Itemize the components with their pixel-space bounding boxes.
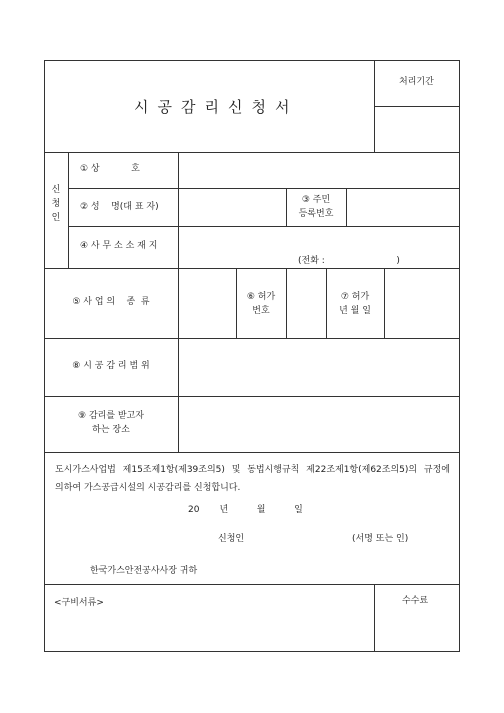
form-title: 시공감리신청서 xyxy=(134,98,299,116)
rule-processing-mid xyxy=(374,106,460,107)
business-type-label: ⑤ 사 업 의 종 류 xyxy=(72,297,150,307)
business-name-label: ① 상 호 xyxy=(80,164,140,174)
name-label: ② 성 명(대 표 자) xyxy=(80,202,159,212)
rule-row1 xyxy=(68,188,460,189)
attachments-label: <구비서류> xyxy=(54,598,104,608)
rule-processing-left xyxy=(374,60,375,152)
permit-date-label: ⑦ 허가 년 월 일 xyxy=(339,292,371,316)
resident-id-label: ③ 주민 등록번호 xyxy=(298,195,334,219)
rule-permit-date-right xyxy=(384,268,385,338)
rule-row2 xyxy=(68,226,460,227)
rule-fee-left xyxy=(374,584,375,652)
recipient-line: 한국가스안전공사사장 귀하 xyxy=(90,566,198,576)
rule-business-bottom xyxy=(44,338,460,339)
rule-statement-bottom xyxy=(44,584,460,585)
processing-period-label: 처리기간 xyxy=(399,77,434,87)
application-form-frame xyxy=(44,60,460,652)
application-statement: 도시가스사업법 제15조제1항(제39조의5) 및 동법시행규칙 제22조제1항(제62조의5)의 규정에 의하여 가스공급시설의 시공감리를 신청합니다. xyxy=(55,465,450,493)
applicant-side-label: 신 청 인 xyxy=(51,185,61,223)
rule-id-right xyxy=(346,188,347,226)
rule-applicant-side xyxy=(68,152,69,268)
supervision-place-label: ⑨ 감리를 받고자 하는 장소 xyxy=(78,411,144,435)
signature-label: (서명 또는 인) xyxy=(352,534,409,544)
supervision-scope-label: ⑧ 시 공 감 리 범 위 xyxy=(72,361,150,371)
rule-label-col xyxy=(178,152,179,452)
rule-scope-bottom xyxy=(44,396,460,397)
applicant-signer-label: 신청인 xyxy=(218,534,245,544)
date-line: 20 년 월 일 xyxy=(188,505,303,515)
rule-title-bottom xyxy=(44,152,460,153)
permit-number-label: ⑥ 허가 번호 xyxy=(246,292,276,316)
rule-permit-no-right xyxy=(286,268,287,338)
rule-place-bottom xyxy=(44,452,460,453)
office-address-label: ④ 사 무 소 소 재 지 xyxy=(80,241,158,251)
phone-label: (전화 : ) xyxy=(298,256,400,266)
fee-label: 수수료 xyxy=(402,596,429,606)
rule-applicant-bottom xyxy=(44,268,460,269)
